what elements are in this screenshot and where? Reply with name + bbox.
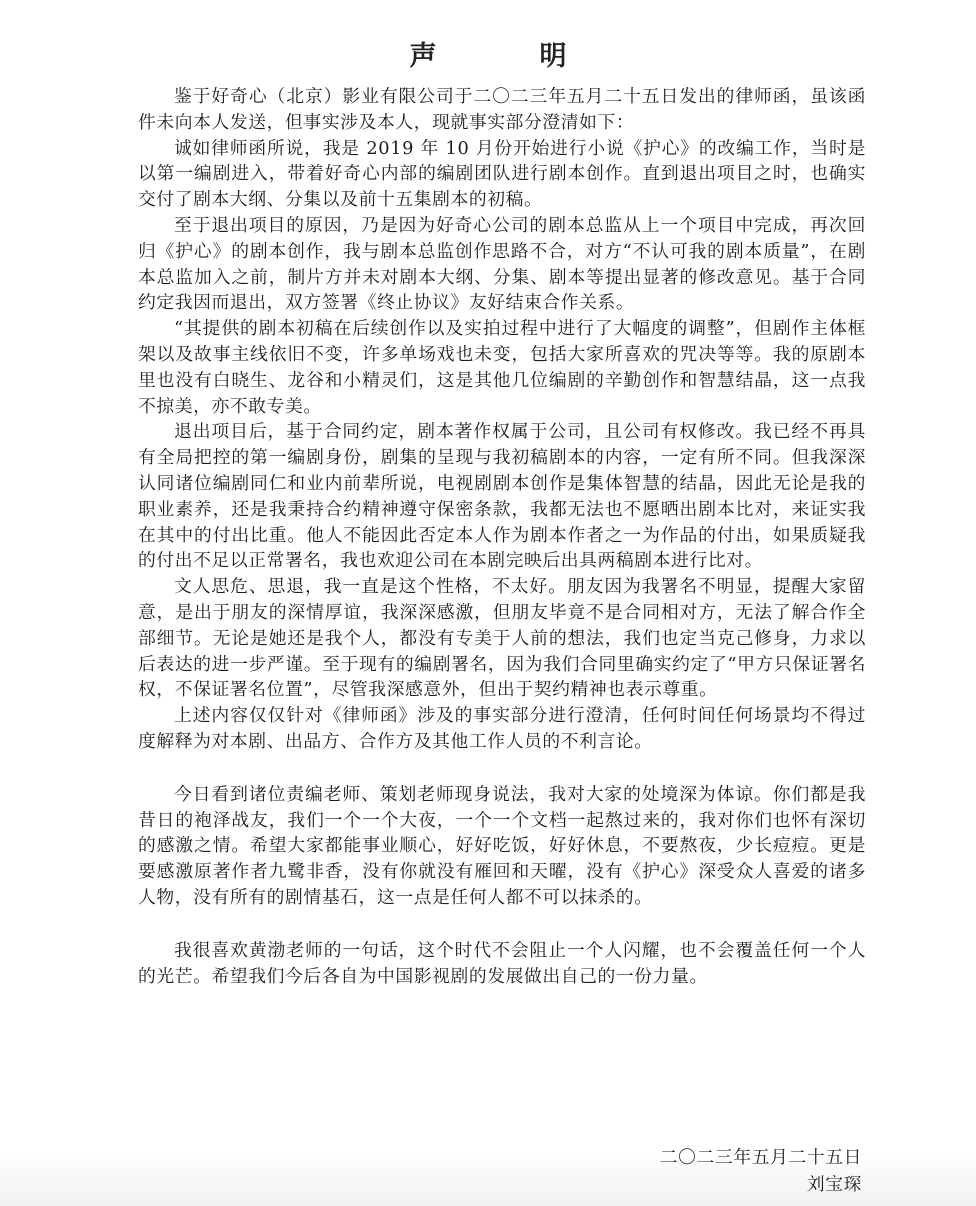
statement-body: [138, 84, 866, 989]
paragraph-clarification: 上述内容仅仅针对《律师函》涉及的事实部分进行澄清，任何时间任何场景均不得过度解释为对本剧、出品方、合作方及其他工作人员的不利言论。: [138, 705, 866, 752]
signature-block: [660, 1144, 862, 1198]
paragraph-closing: 我很喜欢黄渤老师的一句话，这个时代不会阻止一个人闪耀，也不会覆盖任何一个人的光芒。希望我们今后各自为中国影视剧的发展做出自己的一份力量。: [138, 939, 866, 987]
paragraph-exit-reason: 至于退出项目的原因，乃是因为好奇心公司的剧本总监从上一个项目中完成，再次回归《护心》的剧本创作，我与剧本总监创作思路不合，对方“不认可我的剧本质量”，在剧本总监加入之前，制片方并未对剧本大纲、分集、剧本等提出显著的修改意见。基于合同约定我因而退出，双方签署《终止协议》友好结束合作关系。: [138, 214, 866, 314]
signature-author: 刘宝琛: [806, 1174, 862, 1195]
paragraph-copyright: 退出项目后，基于合同约定，剧本著作权属于公司，且公司有权修改。我已经不再具有全局把控的第一编剧身份，剧集的呈现与我初稿剧本的内容，一定有所不同。但我深深认同诸位编剧同仁和业内前辈所说，电视剧剧本创作是集体智慧的结晶，因此无论是我的职业素养，还是我秉持合约精神遵守保密条款，我都无法也不愿晒出剧本比对，来证实我在其中的付出比重。他人不能因此否定本人作为剧本作者之一为作品的付出，如果质疑我的付出不足以正常署名，我也欢迎公司在本剧完映后出具两稿剧本进行比对。: [138, 421, 866, 572]
paragraph-spacer: [138, 755, 866, 782]
document-title: 声 明: [409, 41, 605, 72]
signature-date: 二〇二三年五月二十五日: [659, 1147, 862, 1168]
paragraph-adaptation: 诚如律师函所说，我是 2019 年 10 月份开始进行小说《护心》的改编工作，当时是以第一编剧进入，带着好奇心内部的编剧团队进行剧本创作。直到退出项目之时，也确实交付了剧本大纲、分集以及前十五集剧本的初稿。: [138, 137, 866, 211]
paragraph-thanks: 今日看到诸位责编老师、策划老师现身说法，我对大家的处境深为体谅。你们都是我昔日的袍泽战友，我们一个一个大夜，一个一个文档一起熬过来的，我对你们也怀有深切的感激之情。希望大家都能事业顺心，好好吃饭，好好休息，不要熬夜，少长痘痘。更是要感激原著作者九鹭非香，没有你就没有雁回和天曜，没有《护心》深受众人喜爱的诸多人物，没有所有的剧情基石，这一点是任何人都不可以抹杀的。: [138, 783, 866, 908]
paragraph-credit: 文人思危、思退，我一直是这个性格，不太好。朋友因为我署名不明显，提醒大家留意，是出于朋友的深情厚谊，我深深感激，但朋友毕竟不是合同相对方，无法了解合作全部细节。无论是她还是我个人，都没有专美于人前的想法，我们也定当克己修身，力求以后表达的进一步严谨。至于现有的编剧署名，因为我们合同里确实约定了“甲方只保证署名权，不保证署名位置”，尽管我深感意外，但出于契约精神也表示尊重。: [138, 576, 866, 701]
paragraph-intro: 鉴于好奇心（北京）影业有限公司于二〇二三年五月二十五日发出的律师函，虽该函件未向本人发送，但事实涉及本人，现就事实部分澄清如下：: [138, 86, 866, 133]
paragraph-spacer: [138, 911, 866, 938]
paragraph-revisions: “其提供的剧本初稿在后续创作以及实拍过程中进行了大幅度的调整”，但剧作主体框架以及故事主线依旧不变，许多单场戏也未变，包括大家所喜欢的咒决等等。我的原剧本里也没有白晓生、龙谷和小精灵们，这是其他几位编剧的辛勤创作和智慧结晶，这一点我不掠美，亦不敢专美。: [138, 318, 866, 417]
